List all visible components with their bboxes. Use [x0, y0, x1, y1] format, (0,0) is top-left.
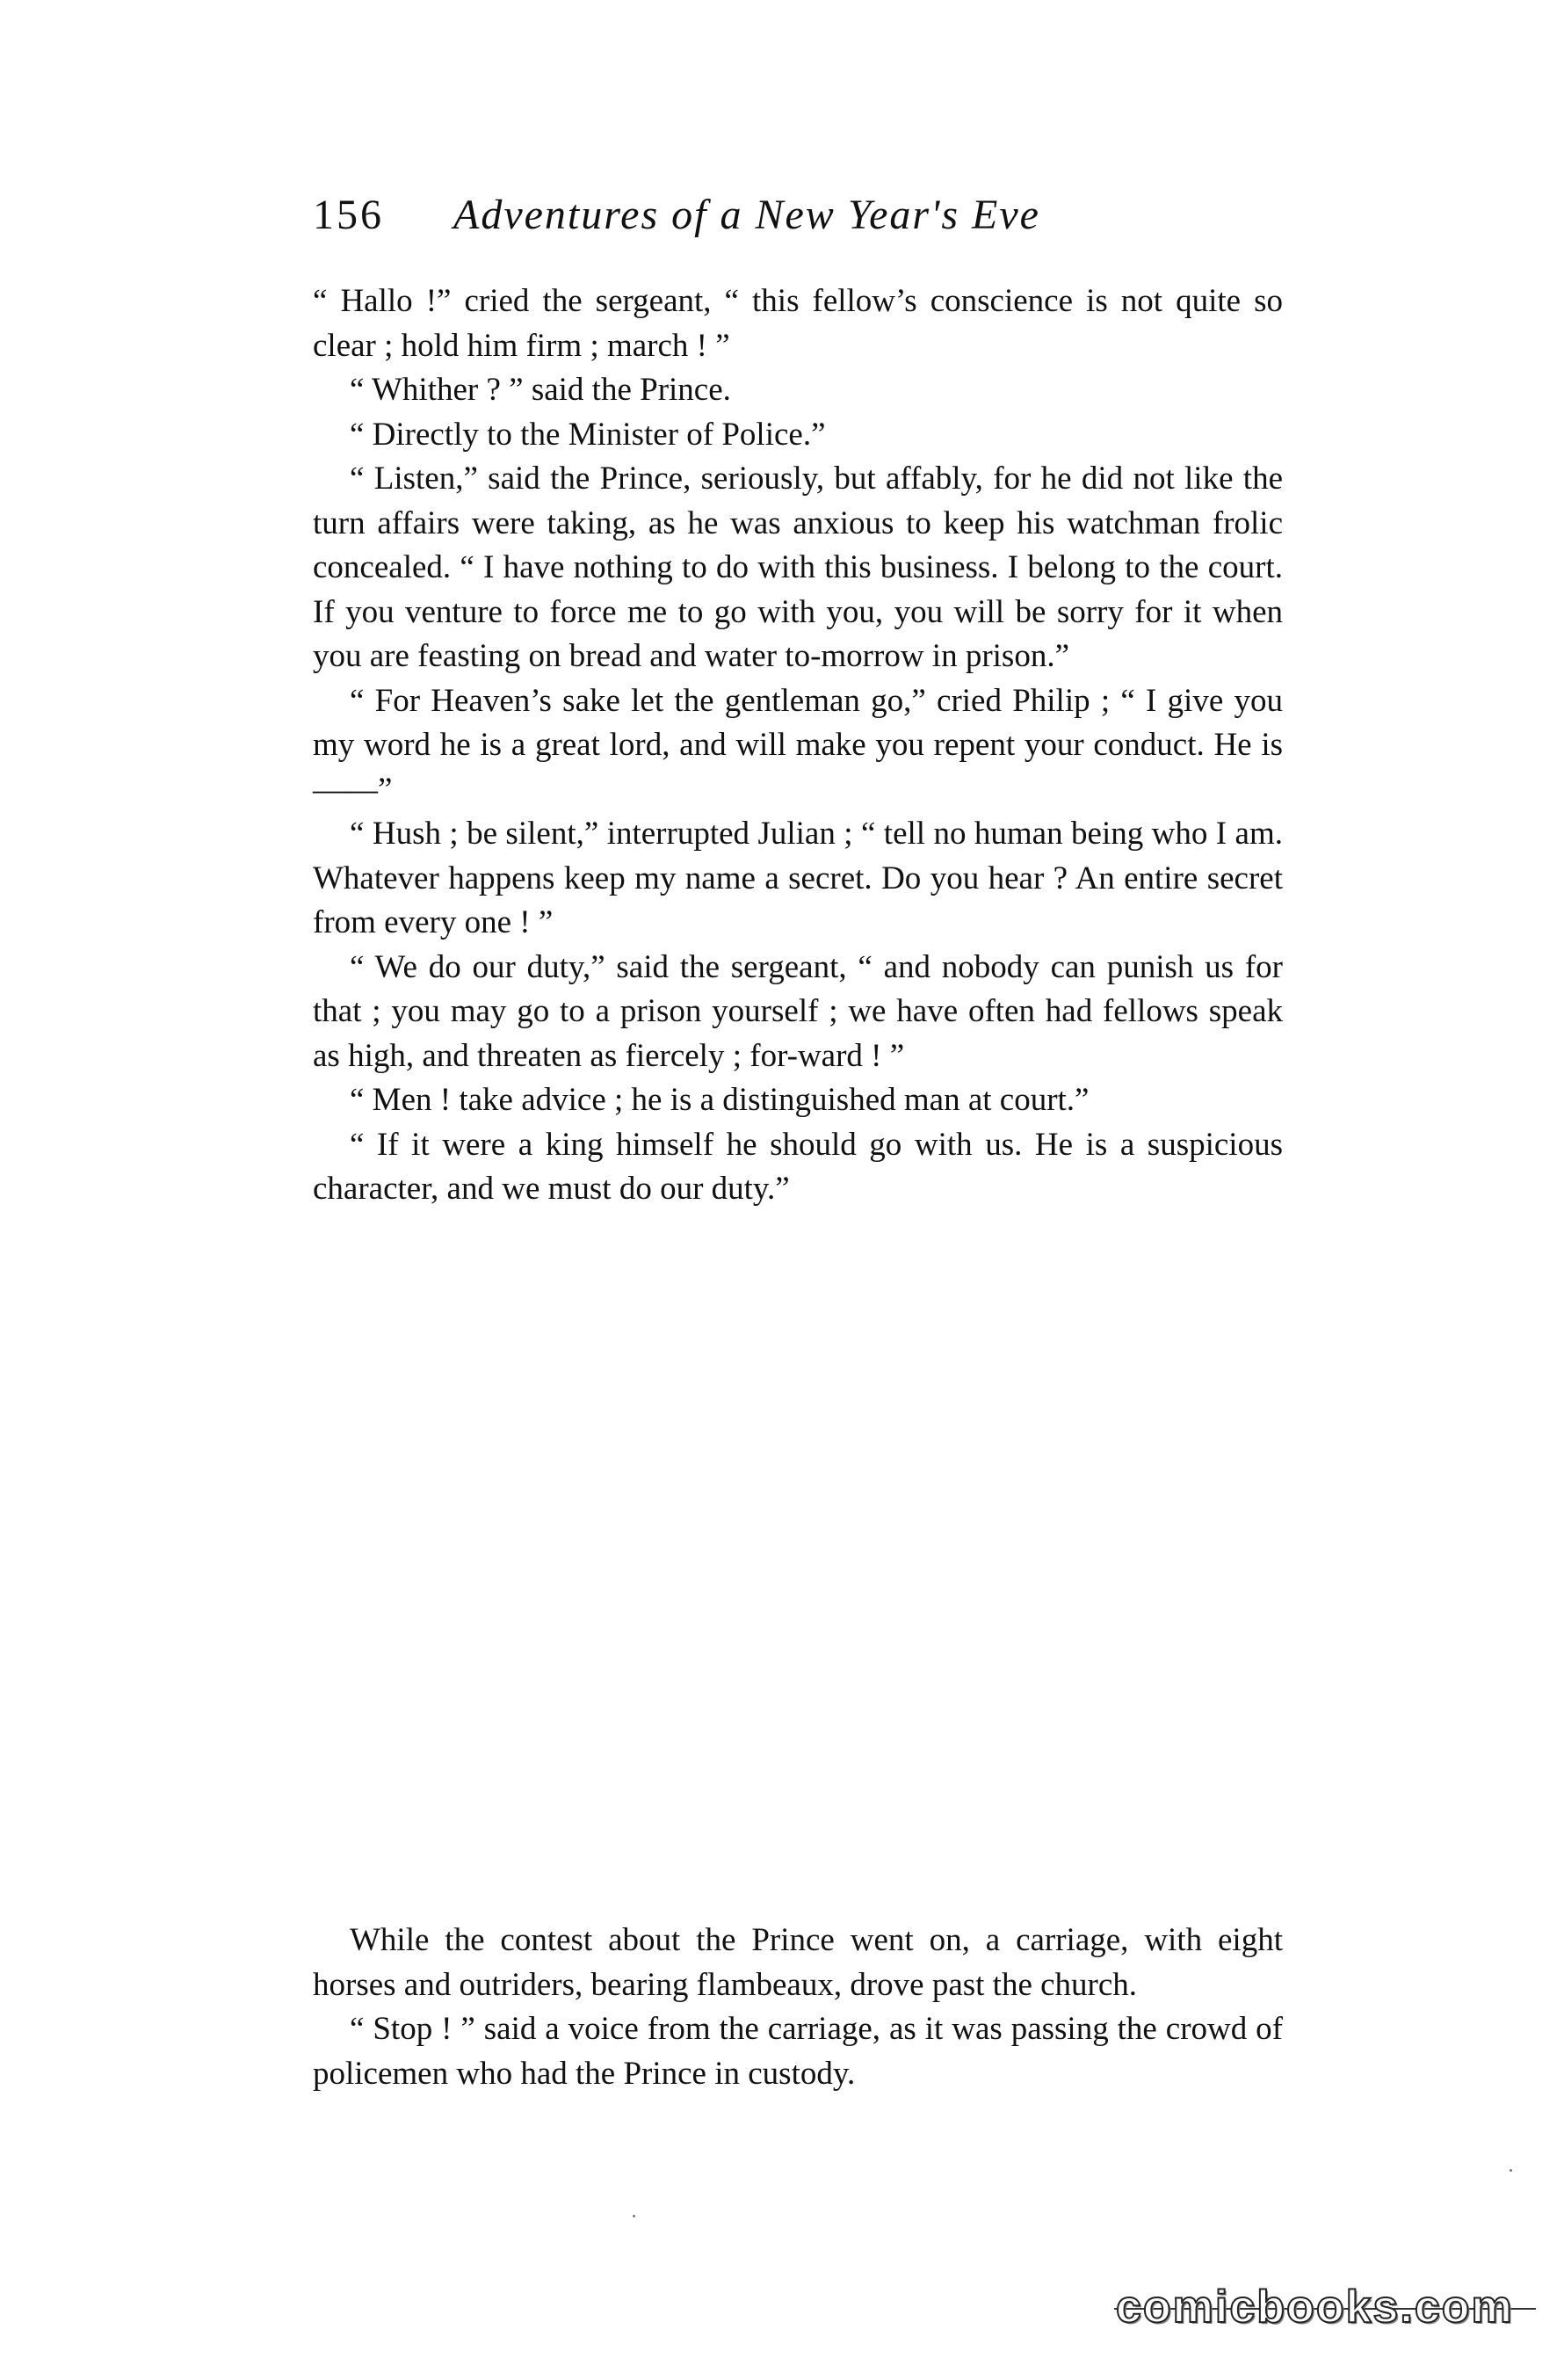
- paragraph: “ Men ! take advice ; he is a distinguished man at court.”: [350, 1082, 1090, 1118]
- text-block-upper: [313, 279, 1283, 1212]
- watermark-logo: comicbooks.com: [1116, 2282, 1514, 2333]
- paragraph: “ Stop ! ” said a voice from the carriage, as it was passing the crowd of policemen who had the Prince in custody.: [313, 2011, 1283, 2092]
- text-block-lower: [313, 1919, 1283, 2096]
- paragraph: “ Hush ; be silent,” interrupted Julian ; “ tell no human being who I am. Whatever happens keep my name a secret. Do you hear ? An entire secret from every one ! ”: [313, 816, 1283, 940]
- page-number: 156: [313, 192, 384, 238]
- paragraph: While the contest about the Prince went on, a carriage, with eight horses and outriders, bearing flambeaux, drove past the church.: [313, 1922, 1283, 2003]
- paragraph: “ Whither ? ” said the Prince.: [350, 372, 731, 408]
- running-head: [313, 185, 1279, 246]
- paragraph: “ For Heaven’s sake let the gentleman go,” cried Philip ; “ I give you my word he is a great lord, and will make you repent your conduct. He is——”: [313, 682, 1283, 808]
- running-title: Adventures of a New Year's Eve: [453, 192, 1040, 238]
- scan-speck: [633, 2215, 635, 2217]
- paragraph: “ If it were a king himself he should go with us. He is a suspicious character, and we must do our duty.”: [313, 1126, 1283, 1207]
- paragraph: “ Directly to the Minister of Police.”: [350, 416, 826, 453]
- paragraph: “ Hallo !” cried the sergeant, “ this fellow’s conscience is not quite so clear ; hold him firm ; march ! ”: [313, 283, 1283, 364]
- paragraph: “ We do our duty,” said the sergeant, “ and nobody can punish us for that ; you may go to a prison yourself ; we have often had fellows speak as high, and threaten as fiercely ; for-ward ! ”: [313, 948, 1283, 1074]
- scan-speck: [1510, 2169, 1512, 2172]
- paragraph: “ Listen,” said the Prince, seriously, but affably, for he did not like the turn affairs were taking, as he was anxious to keep his watchman frolic concealed. “ I have nothing to do with this business. I belong to the court. If you venture to force me to go with you, you will be sorry for it when you are feasting on bread and water to-morrow in prison.”: [313, 461, 1283, 674]
